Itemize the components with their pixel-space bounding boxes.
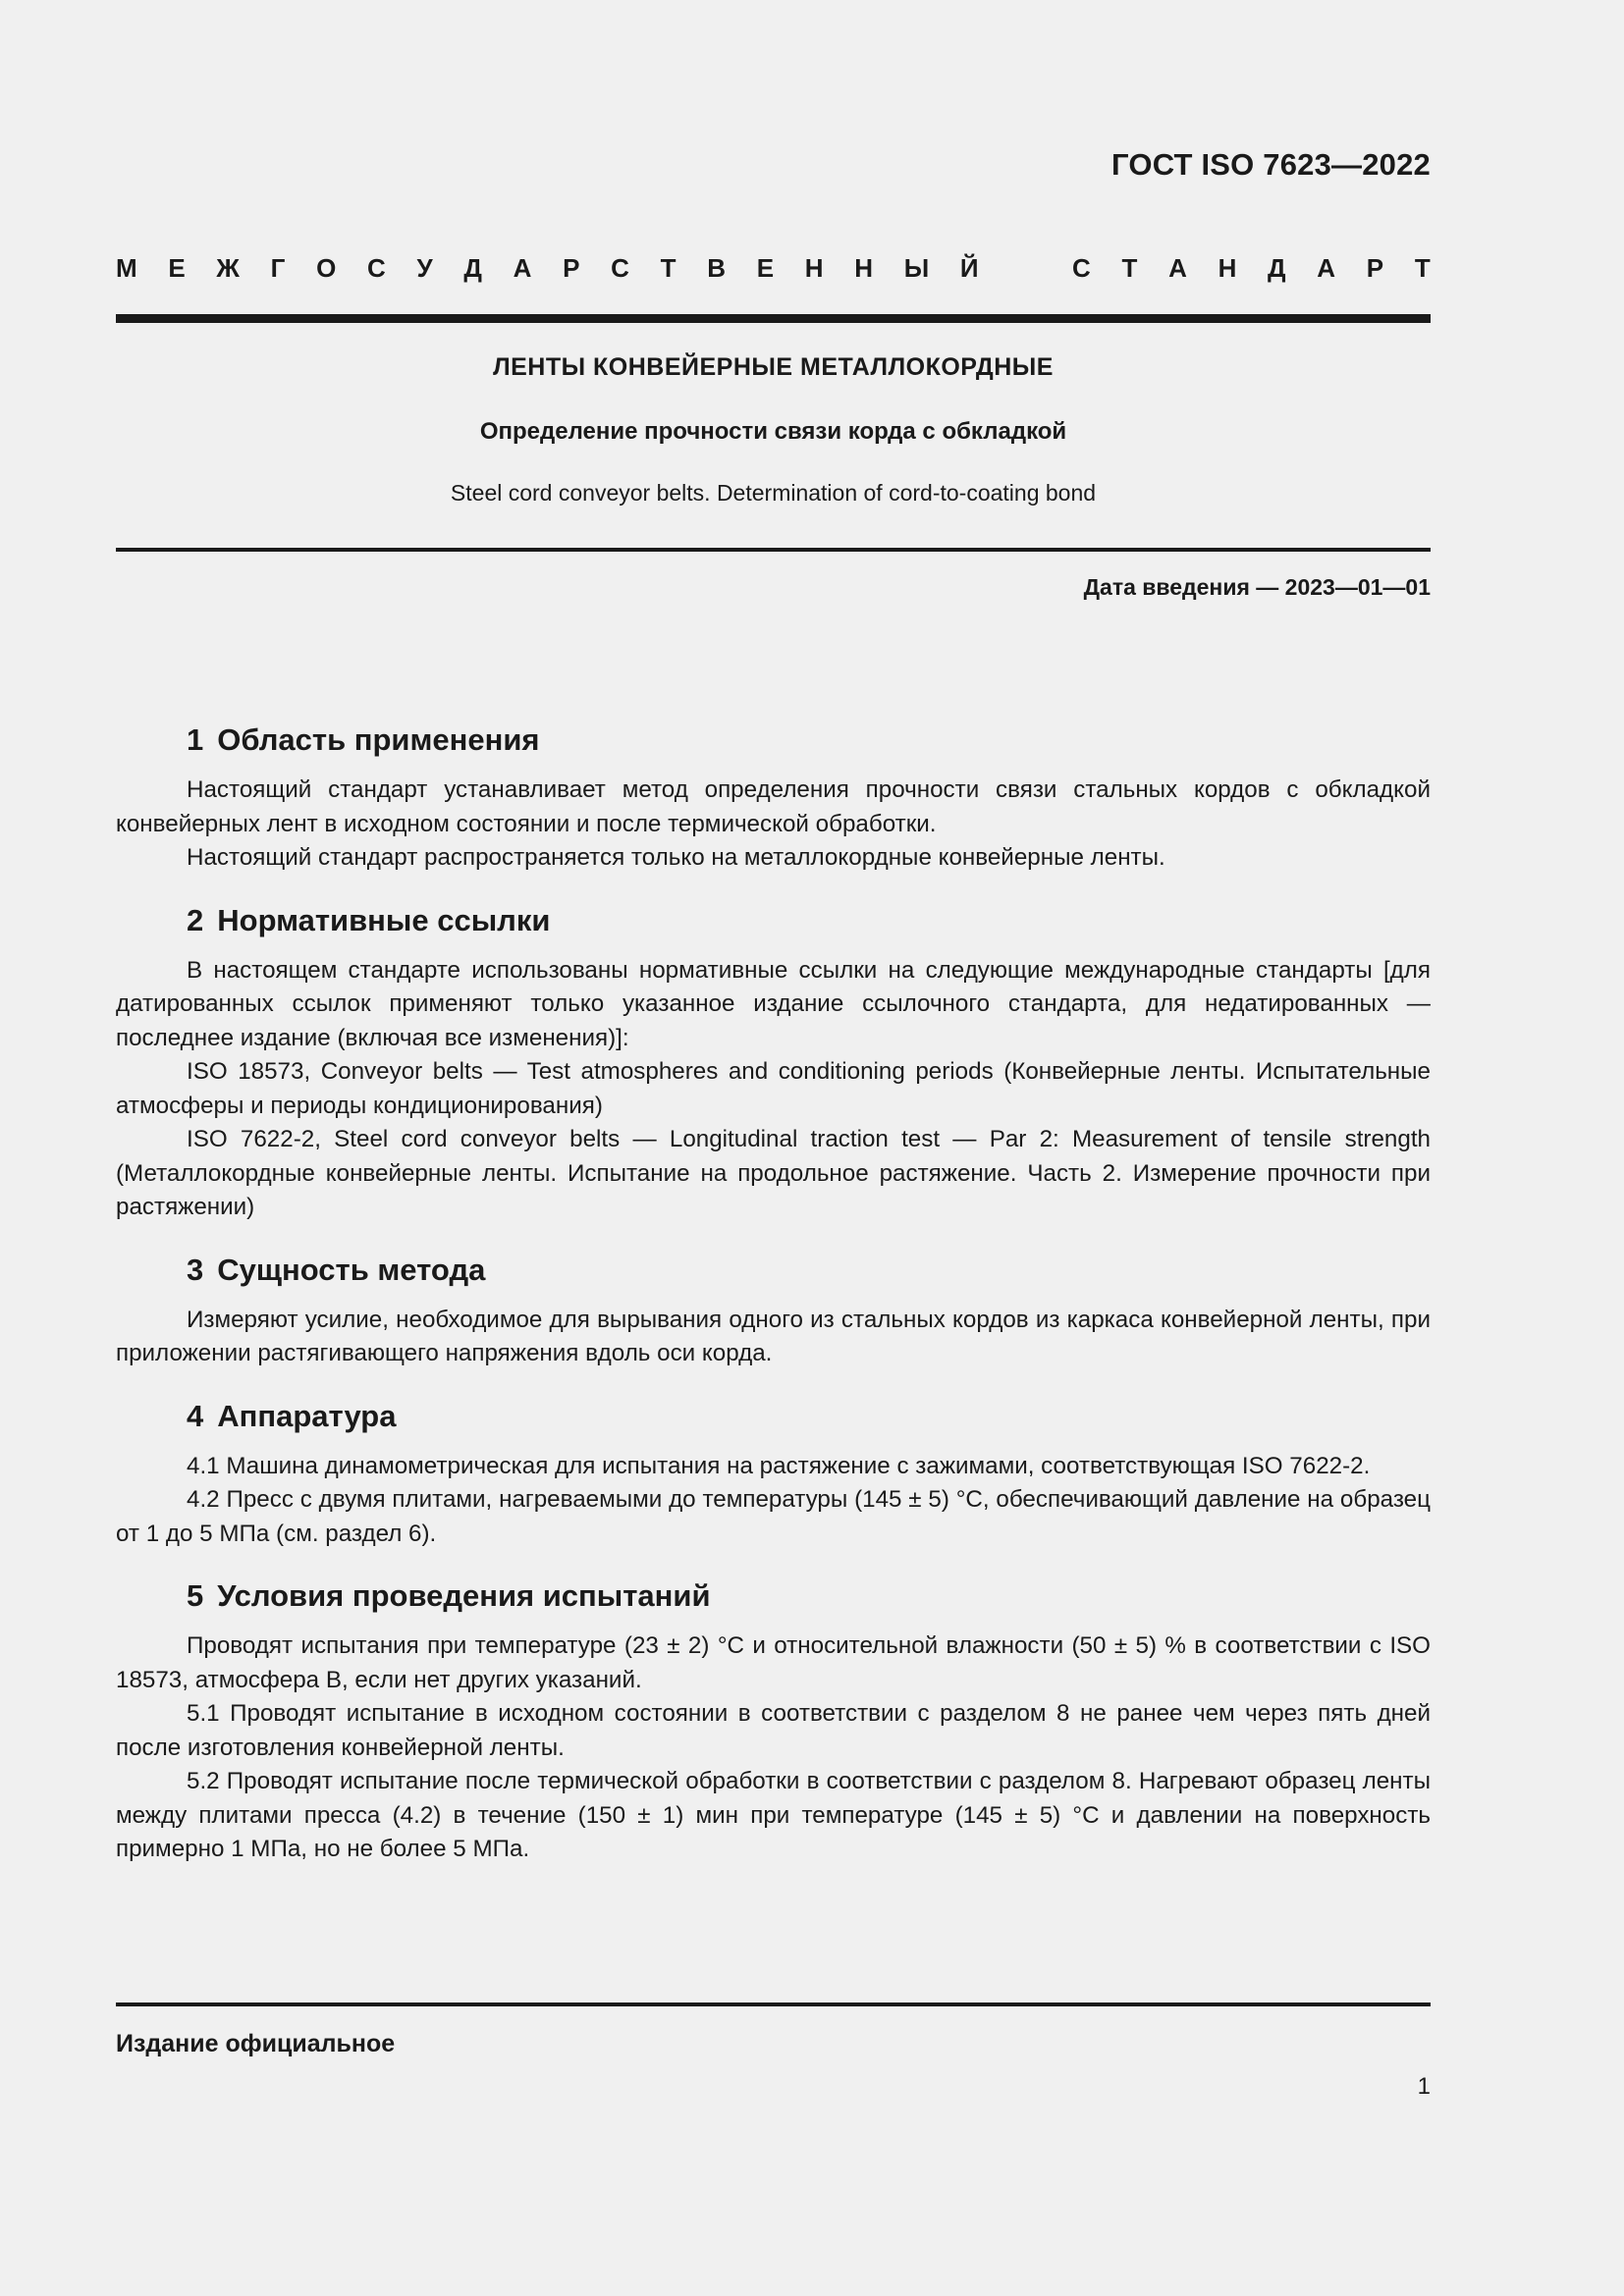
section-number: 2	[187, 902, 204, 937]
banner-letter: Г	[270, 253, 286, 283]
interstate-standard-banner	[116, 253, 1431, 284]
document-code: ГОСТ ISO 7623—2022	[1111, 147, 1431, 182]
section-number: 1	[187, 722, 204, 757]
section-method-principle	[116, 1247, 1431, 1371]
banner-letter: Ж	[216, 253, 240, 283]
banner-letter: О	[316, 253, 337, 283]
banner-letter: С	[367, 253, 386, 283]
section-heading	[116, 1573, 1431, 1620]
header-thick-rule	[116, 314, 1431, 323]
banner-letter: С	[611, 253, 629, 283]
section-test-conditions	[116, 1573, 1431, 1867]
banner-word-gap	[1009, 253, 1041, 284]
banner-letter: Д	[463, 253, 482, 283]
banner-letter: С	[1072, 253, 1091, 283]
section-number: 5	[187, 1578, 204, 1613]
banner-letter: Е	[168, 253, 186, 283]
section-title: Условия проведения испытаний	[217, 1578, 711, 1613]
section-heading	[116, 897, 1431, 944]
banner-letter: А	[513, 253, 532, 283]
paragraph: В настоящем стандарте использованы нормативные ссылки на следующие международные стандарты [для датированных ссылок применяют только указанное издание ссылочного стандарта, для недатированных — последнее издание (включая все изменения)]:	[116, 956, 1431, 1051]
page-number: 1	[1417, 2073, 1431, 2100]
section-heading	[116, 1247, 1431, 1294]
document-body	[116, 717, 1431, 1889]
banner-letter: У	[416, 253, 433, 283]
paragraph: Измеряют усилие, необходимое для вырывания одного из стальных кордов из каркаса конвейерной ленты, при приложении растягивающего напряжения вдоль оси корда.	[116, 1306, 1431, 1366]
banner-letter: Д	[1268, 253, 1286, 283]
document-title-english: Steel cord conveyor belts. Determination of cord-to-coating bond	[450, 480, 1097, 506]
section-title: Нормативные ссылки	[217, 902, 551, 937]
paragraph: 5.2 Проводят испытание после термической обработки в соответствии с разделом 8. Нагревают образец ленты между плитами пресса (4.2) в течение (150 ± 1) мин при температуре (145 ± 5) °С и давлении на поверхность примерно 1 МПа, но не более 5 МПа.	[116, 1768, 1431, 1862]
reference-entry: ISO 7622-2, Steel cord conveyor belts — Longitudinal traction test — Par 2: Measurement of tensile strength (Металлокордные конвейерные ленты. Испытание на продольное растяжение. Часть 2. Измерение прочности при растяжении)	[116, 1126, 1431, 1220]
footer-rule	[116, 2002, 1431, 2006]
banner-letter: Т	[1414, 253, 1431, 283]
banner-letter: Р	[1366, 253, 1384, 283]
section-title: Аппаратура	[217, 1398, 397, 1433]
banner-letter: Й	[959, 253, 979, 283]
banner-letter: Н	[1218, 253, 1237, 283]
banner-letter: Т	[1121, 253, 1138, 283]
section-title: Область применения	[217, 722, 540, 757]
document-page	[116, 0, 1431, 2296]
section-normative-references	[116, 897, 1431, 1225]
section-number: 3	[187, 1252, 204, 1287]
banner-letter: Р	[563, 253, 580, 283]
paragraph: 4.2 Пресс с двумя плитами, нагреваемыми до температуры (145 ± 5) °С, обеспечивающий давление на образец от 1 до 5 МПа (см. раздел 6).	[116, 1486, 1431, 1547]
document-title: ЛЕНТЫ КОНВЕЙЕРНЫЕ МЕТАЛЛОКОРДНЫЕ	[493, 353, 1054, 381]
document-subtitle: Определение прочности связи корда с обкладкой	[479, 418, 1067, 445]
paragraph: Настоящий стандарт распространяется только на металлокордные конвейерные ленты.	[187, 844, 1165, 871]
section-title: Сущность метода	[217, 1252, 486, 1287]
section-number: 4	[187, 1398, 204, 1433]
paragraph: Проводят испытания при температуре (23 ± 2) °С и относительной влажности (50 ± 5) % в соответствии с ISO 18573, атмосфера В, если нет других указаний.	[116, 1632, 1431, 1693]
banner-letter: А	[1317, 253, 1336, 283]
paragraph: Настоящий стандарт устанавливает метод определения прочности связи стальных кордов с обкладкой конвейерных лент в исходном состоянии и после термической обработки.	[116, 776, 1431, 837]
banner-letter: В	[707, 253, 727, 283]
paragraph: 4.1 Машина динамометрическая для испытания на растяжение с зажимами, соответствующая ISO 7622-2.	[187, 1452, 1371, 1479]
banner-letter: М	[116, 253, 137, 283]
title-divider-rule	[116, 548, 1431, 552]
paragraph: 5.1 Проводят испытание в исходном состоянии в соответствии с разделом 8 не ранее чем через пять дней после изготовления конвейерной ленты.	[116, 1700, 1431, 1761]
banner-letter: Н	[854, 253, 874, 283]
section-apparatus	[116, 1393, 1431, 1552]
introduction-date: Дата введения — 2023—01—01	[1083, 574, 1431, 600]
section-heading	[116, 717, 1431, 764]
official-edition-label: Издание официальное	[116, 2030, 396, 2057]
banner-letter: А	[1168, 253, 1187, 283]
section-heading	[116, 1393, 1431, 1440]
section-scope	[116, 717, 1431, 876]
banner-letter: Н	[804, 253, 824, 283]
banner-letter: Е	[756, 253, 775, 283]
reference-entry: ISO 18573, Conveyor belts — Test atmospheres and conditioning periods (Конвейерные ленты. Испытательные атмосферы и периоды кондиционирования)	[116, 1058, 1431, 1119]
banner-letter: Т	[660, 253, 677, 283]
banner-letter: Ы	[903, 253, 930, 283]
